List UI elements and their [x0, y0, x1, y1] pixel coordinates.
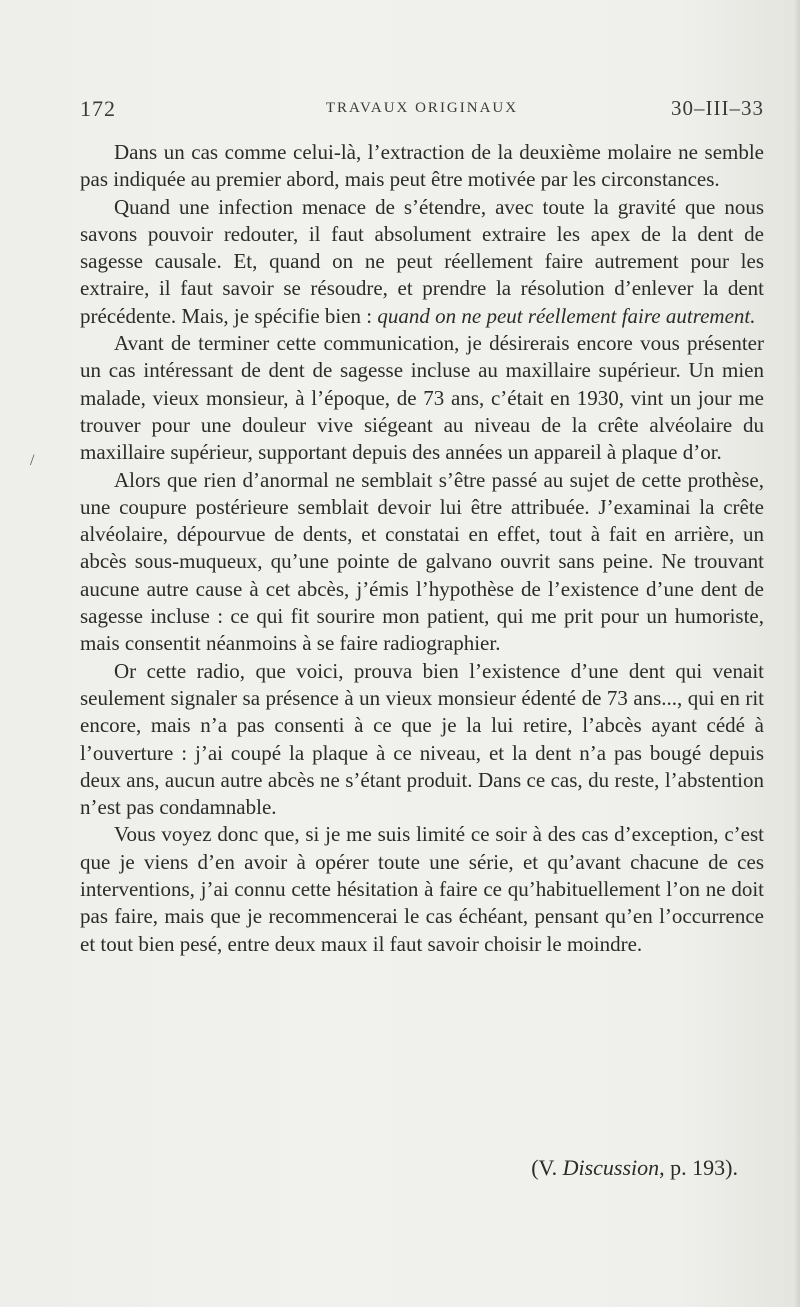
issue-date: 30–III–33 [671, 96, 764, 120]
page-number: 172 [80, 96, 116, 121]
reference-close: , p. 193). [659, 1155, 738, 1180]
paragraph-2-text: Quand une infection menace de s’étendre, avec toute la gravité que nous savons pouvoir redouter, il faut absolument extraire les apex de la dent de sagesse causale. Et, quand on ne peut réellement faire autrement pour les extraire, il faut savoir se résoudre, et prendre la résolution d’enlever la dent précédente. Mais, je spécifie bien : [80, 194, 764, 328]
discussion-reference [531, 1155, 738, 1181]
reference-italic: Discussion [562, 1155, 660, 1180]
page-edge-shadow [794, 0, 800, 1307]
running-head [80, 96, 764, 126]
margin-pencil-mark: / [30, 452, 35, 469]
reference-open: (V. [531, 1155, 563, 1180]
paragraph-4: Alors que rien d’anormal ne semblait s’être passé au sujet de cette prothèse, une coupure postérieure semblait devoir lui être attribuée. J’examinai la crête alvéolaire, dépourvue de dents, et constatai en effet, tout à fait en arrière, un abcès sous-muqueux, qu’une pointe de galvano ouvrit sans peine. Ne trouvant aucune autre cause à cet abcès, j’émis l’hypothèse de l’existence d’une dent de sagesse incluse : ce qui fit sourire mon patient, qui me prit pour un humoriste, mais consentit néanmoins à se faire radiographier. [80, 467, 764, 656]
paragraph-1: Dans un cas comme celui-là, l’extraction de la deuxième molaire ne semble pas indiquée au premier abord, mais peut être motivée par les circonstances. [80, 140, 764, 192]
paragraph-6: Vous voyez donc que, si je me suis limité ce soir à des cas d’exception, c’est que je viens d’en avoir à opérer toute une série, et qu’avant chacune de ces interventions, j’ai connu cette hésitation à faire ce qu’habituellement l’on ne doit pas faire, mais que je recommencerai le cas échéant, pensant qu’en l’occurrence et tout bien pesé, entre deux maux il faut savoir choisir le moindre. [80, 822, 764, 956]
paragraph-5: Or cette radio, que voici, prouva bien l’existence d’une dent qui venait seulement signaler sa présence à un vieux monsieur édenté de 73 ans..., qui en rit encore, mais n’a pas consenti à ce que je la lui retire, l’abcès ayant cédé à l’ouverture : j’ai coupé la plaque à ce niveau, et la dent n’a pas bougé depuis deux ans, aucun autre abcès ne s’étant produit. Dans ce cas, du reste, l’abstention n’est pas condamnable. [80, 658, 764, 820]
paragraph-2 [80, 194, 764, 330]
paragraph-3: Avant de terminer cette communication, je désirerais encore vous présenter un cas intéressant de dent de sagesse incluse au maxillaire supérieur. Un mien malade, vieux monsieur, à l’époque, de 73 ans, c’était en 1930, vint un jour me trouver pour une douleur vive siégeant au niveau de la crête alvéolaire du maxillaire supérieur, supportant depuis des années un appareil à plaque d’or. [80, 331, 764, 465]
journal-title: TRAVAUX ORIGINAUX [325, 100, 519, 116]
body-text [80, 139, 764, 958]
paragraph-2-emphasis: quand on ne peut réellement faire autrement. [377, 303, 756, 328]
